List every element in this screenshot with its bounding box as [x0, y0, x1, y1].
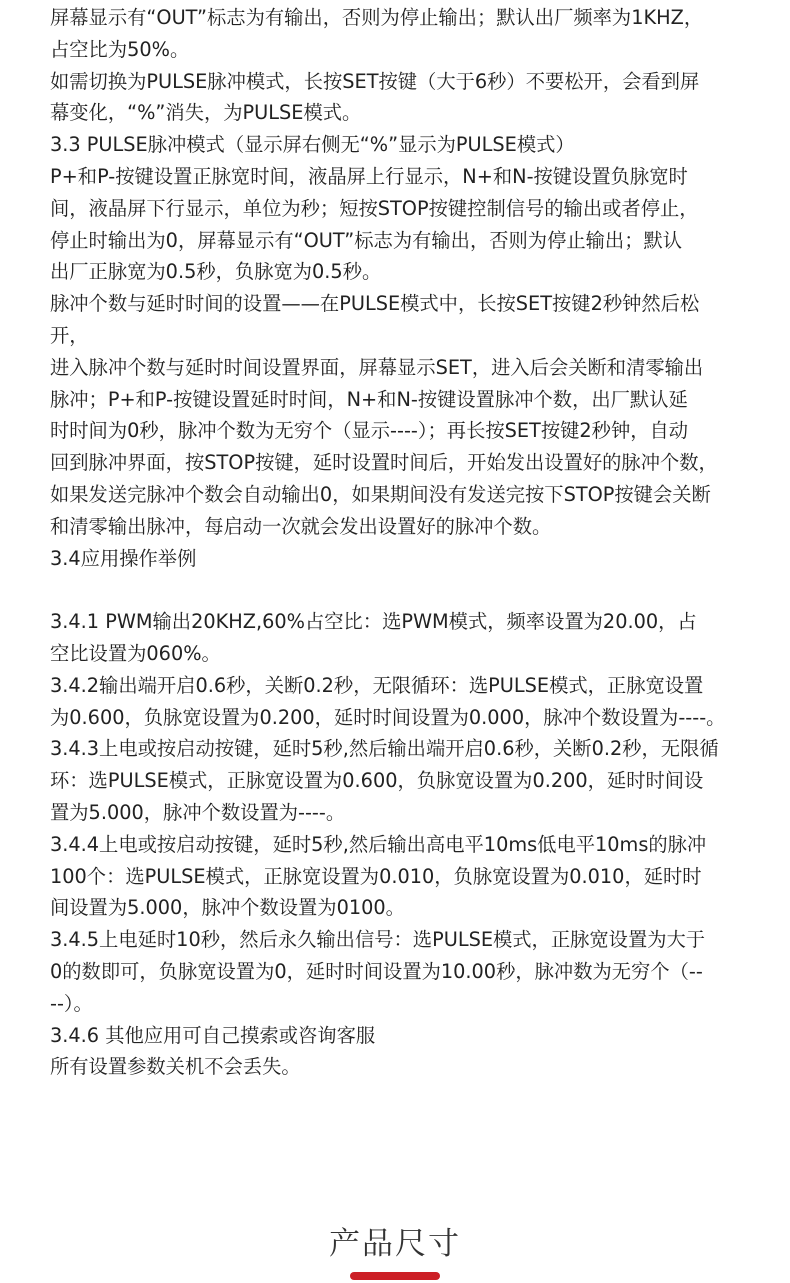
- text-line: 空比设置为060%。: [50, 641, 221, 665]
- text-line: 为0.600，负脉宽设置为0.200，延时时间设置为0.000，脉冲个数设置为----。: [50, 705, 726, 729]
- section-heading-3-4: 3.4应用操作举例: [50, 546, 197, 570]
- text-line: 所有设置参数关机不会丢失。: [50, 1055, 301, 1079]
- text-line: 环：选PULSE模式，正脉宽设置为0.600，负脉宽设置为0.200，延时时间设: [50, 769, 704, 793]
- text-line: P+和P-按键设置正脉宽时间，液晶屏上行显示，N+和N-按键设置负脉宽时: [50, 164, 688, 188]
- example-3-4-4: 3.4.4上电或按启动按键，延时5秒,然后输出高电平10ms低电平10ms的脉冲: [50, 832, 707, 856]
- text-line: 开，: [50, 323, 89, 347]
- text-line: 如果发送完脉冲个数会自动输出0，如果期间没有发送完按下STOP按键会关断: [50, 482, 711, 506]
- text-line: 置为5.000，脉冲个数设置为----。: [50, 800, 346, 824]
- text-line: 屏幕显示有“OUT”标志为有输出，否则为停止输出；默认出厂频率为1KHZ，: [50, 6, 704, 29]
- text-line: 停止时输出为0，屏幕显示有“OUT”标志为有输出，否则为停止输出；默认: [50, 228, 683, 252]
- example-3-4-1: 3.4.1 PWM输出20KHZ,60%占空比：选PWM模式，频率设置为20.00，占: [50, 610, 697, 634]
- example-3-4-6: 3.4.6 其他应用可自己摸索或咨询客服: [50, 1023, 376, 1047]
- example-3-4-5: 3.4.5上电延时10秒，然后永久输出信号：选PULSE模式，正脉宽设置为大于: [50, 928, 706, 952]
- text-line: 回到脉冲界面，按STOP按键，延时设置时间后，开始发出设置好的脉冲个数，: [50, 451, 718, 475]
- example-3-4-3: 3.4.3上电或按启动按键，延时5秒,然后输出端开启0.6秒，关断0.2秒，无限循: [50, 737, 719, 761]
- title-underline-bar: [350, 1272, 440, 1280]
- text-line: 间设置为5.000，脉冲个数设置为0100。: [50, 896, 405, 920]
- text-line: 时时间为0秒，脉冲个数为无穷个（显示----）；再长按SET按键2秒钟，自动: [50, 419, 689, 443]
- text-line: 0的数即可，负脉宽设置为0，延时时间设置为10.00秒，脉冲数为无穷个（--: [50, 959, 703, 983]
- text-line: 间，液晶屏下行显示，单位为秒；短按STOP按键控制信号的输出或者停止，: [50, 196, 699, 220]
- text-line: 进入脉冲个数与延时时间设置界面，屏幕显示SET，进入后会关断和清零输出: [50, 355, 704, 379]
- text-line: 100个：选PULSE模式，正脉宽设置为0.010，负脉宽设置为0.010，延时时: [50, 864, 702, 888]
- text-line: 出厂正脉宽为0.5秒，负脉宽为0.5秒。: [50, 260, 382, 284]
- text-line: --）。: [50, 991, 93, 1015]
- text-line: 脉冲；P+和P-按键设置延时时间，N+和N-按键设置脉冲个数，出厂默认延: [50, 387, 688, 411]
- document-body: [50, 2, 772, 1083]
- example-3-4-2: 3.4.2输出端开启0.6秒，关断0.2秒，无限循环：选PULSE模式，正脉宽设置: [50, 673, 704, 697]
- text-line: 占空比为50%。: [50, 37, 190, 61]
- text-line: 和清零输出脉冲，每启动一次就会发出设置好的脉冲个数。: [50, 514, 552, 538]
- text-line: 如需切换为PULSE脉冲模式，长按SET按键（大于6秒）不要松开，会看到屏: [50, 69, 700, 93]
- blank-line: [50, 574, 772, 606]
- text-line: 脉冲个数与延时时间的设置——在PULSE模式中，长按SET按键2秒钟然后松: [50, 292, 700, 316]
- section-title: 产品尺寸: [329, 1226, 461, 1262]
- section-heading-3-3: 3.3 PULSE脉冲模式（显示屏右侧无“%”显示为PULSE模式）: [50, 133, 575, 157]
- text-line: 幕变化，“%”消失，为PULSE模式。: [50, 101, 362, 125]
